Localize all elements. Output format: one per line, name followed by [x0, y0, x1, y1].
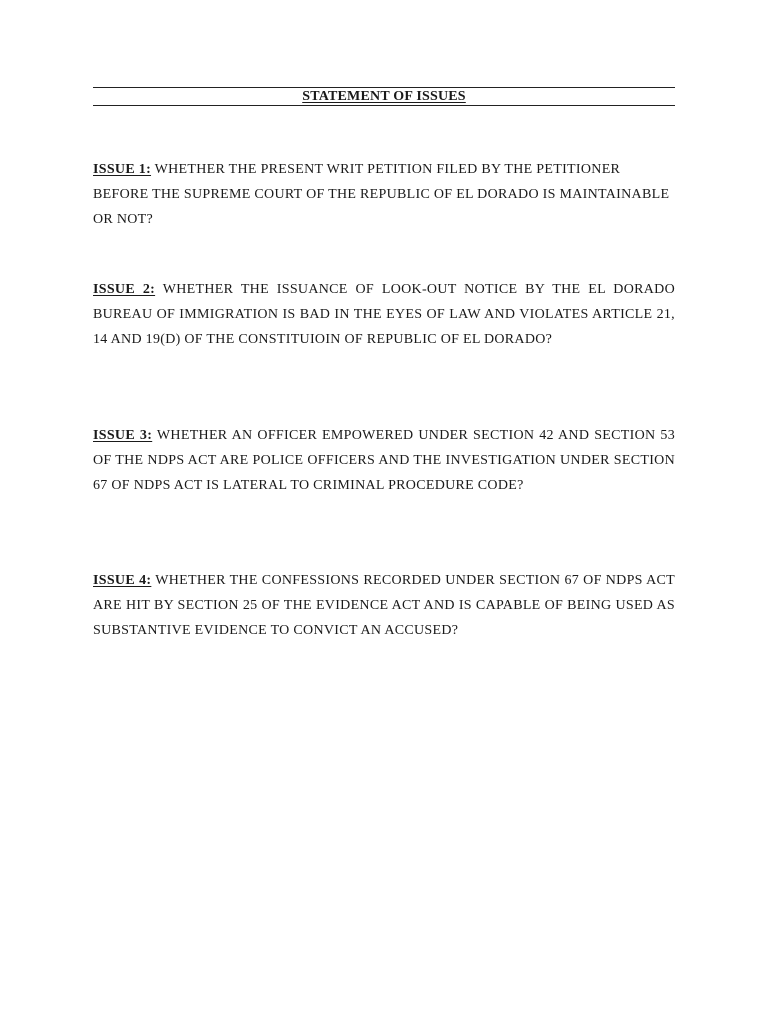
- issue-2: [93, 277, 675, 352]
- issue-1-label: ISSUE 1:: [93, 162, 152, 177]
- issue-2-label: ISSUE 2:: [93, 282, 156, 297]
- issue-3-text: WHETHER AN OFFICER EMPOWERED UNDER SECTION 42 AND SECTION 53 OF THE NDPS ACT ARE POLICE OFFICERS AND THE INVESTIGATION UNDER SECTION 67 OF NDPS ACT IS LATERAL TO CRIMINAL PROCEDURE CODE?: [93, 428, 675, 493]
- title-banner: [93, 87, 675, 106]
- issue-1-text: WHETHER THE PRESENT WRIT PETITION FILED BY THE PETITIONER BEFORE THE SUPREME COURT OF THE REPUBLIC OF EL DORADO IS MAINTAINABLE OR NOT?: [93, 162, 670, 227]
- page-title: STATEMENT OF ISSUES: [302, 88, 466, 104]
- issue-3: [93, 423, 675, 498]
- issue-4-text: WHETHER THE CONFESSIONS RECORDED UNDER SECTION 67 OF NDPS ACT ARE HIT BY SECTION 25 OF THE EVIDENCE ACT AND IS CAPABLE OF BEING USED AS SUBSTANTIVE EVIDENCE TO CONVICT AN ACCUSED?: [93, 573, 675, 638]
- issue-4: [93, 568, 675, 643]
- issue-3-label: ISSUE 3:: [93, 428, 153, 443]
- issue-4-label: ISSUE 4:: [93, 573, 152, 588]
- issue-2-text: WHETHER THE ISSUANCE OF LOOK-OUT NOTICE BY THE EL DORADO BUREAU OF IMMIGRATION IS BAD IN THE EYES OF LAW AND VIOLATES ARTICLE 21, 14 AND 19(D) OF THE CONSTITUIOIN OF REPUBLIC OF EL DORADO?: [93, 282, 675, 347]
- issue-1: [93, 157, 675, 232]
